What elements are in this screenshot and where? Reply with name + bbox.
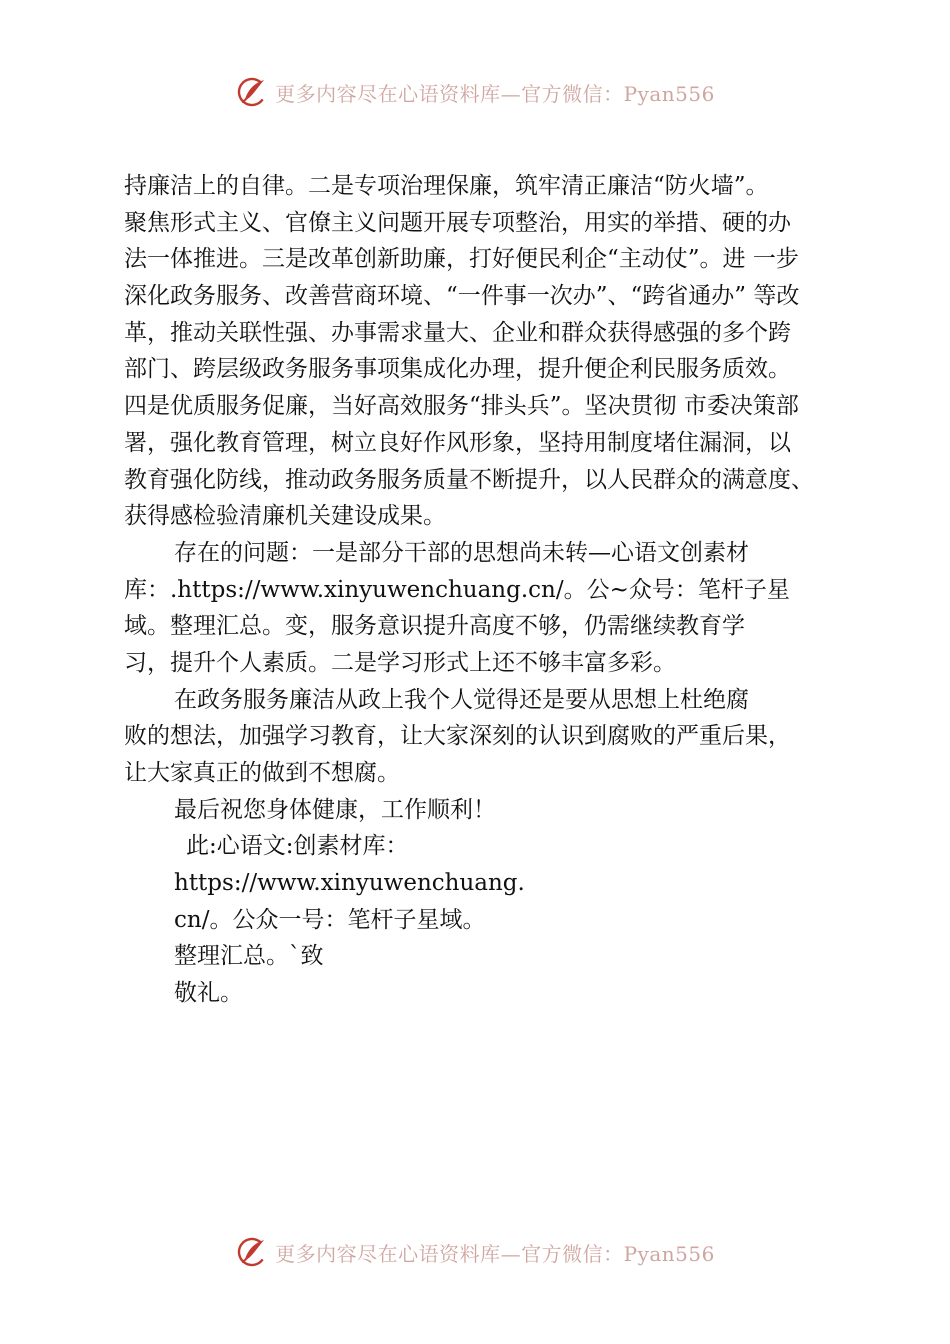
letter-body bbox=[124, 168, 864, 1012]
closing-line: cn/。公众一号：笔杆子星域。 bbox=[174, 906, 486, 933]
body-line: 聚焦形式主义、官僚主义问题开展专项整治，用实的举措、硬的办 bbox=[124, 209, 791, 236]
body-line: 法一体推进。三是改革创新助廉，打好便民利企“主动仗”。进 一步 bbox=[124, 246, 799, 273]
problems-line: 库：.https://www.xinyuwenchuang.cn/。公~众号：笔杆子星 bbox=[124, 576, 790, 603]
body-line: 教育强化防线，推动政务服务质量不断提升，以人民群众的满意度、 bbox=[124, 466, 814, 493]
closing-line: 此:心语文:创素材库： bbox=[186, 833, 409, 860]
brand-logo-icon bbox=[235, 74, 271, 110]
body-line: 部门、跨层级政务服务事项集成化办理，提升便企利民服务质效。 bbox=[124, 356, 791, 383]
body-line: 获得感检验清廉机关建设成果。 bbox=[124, 503, 446, 530]
brand-logo-icon bbox=[235, 1234, 271, 1270]
closing-line: https://www.xinyuwenchuang. bbox=[174, 870, 525, 897]
closing-line: 整理汇总。`致 bbox=[174, 943, 324, 970]
body-line: 署，强化教育管理，树立良好作风形象，坚持用制度堵住漏洞，以 bbox=[124, 429, 791, 456]
problems-line: 域。整理汇总。变，服务意识提升高度不够，仍需继续教育学 bbox=[124, 613, 745, 640]
problems-line: 习，提升个人素质。二是学习形式上还不够丰富多彩。 bbox=[124, 649, 676, 676]
watermark-text: 更多内容尽在心语资料库—官方微信：Pyan556 bbox=[275, 1241, 715, 1266]
opinion-line: 败的想法，加强学习教育，让大家深刻的认识到腐败的严重后果， bbox=[124, 723, 791, 750]
opinion-line: 在政务服务廉洁从政上我个人觉得还是要从思想上杜绝腐 bbox=[174, 686, 749, 713]
watermark-text: 更多内容尽在心语资料库—官方微信：Pyan556 bbox=[275, 81, 715, 106]
problems-line: 存在的问题：一是部分干部的思想尚未转—心语文创素材 bbox=[174, 539, 749, 566]
body-line: 革，推动关联性强、办事需求量大、企业和群众获得感强的多个跨 bbox=[124, 319, 791, 346]
body-line: 持廉洁上的自律。二是专项治理保廉，筑牢清正廉洁“防火墙”。 bbox=[124, 173, 769, 199]
opinion-line: 让大家真正的做到不想腐。 bbox=[124, 760, 400, 786]
closing-salutation: 敬礼。 bbox=[174, 980, 243, 1007]
header-watermark bbox=[0, 70, 950, 114]
body-line: 四是优质服务促廉，当好高效服务“排头兵”。坚决贯彻 市委决策部 bbox=[124, 393, 799, 420]
footer-watermark bbox=[0, 1230, 950, 1274]
body-line: 深化政务服务、改善营商环境、“一件事一次办”、“跨省通办” 等改 bbox=[124, 283, 800, 310]
closing-wish: 最后祝您身体健康，工作顺利！ bbox=[174, 796, 496, 823]
